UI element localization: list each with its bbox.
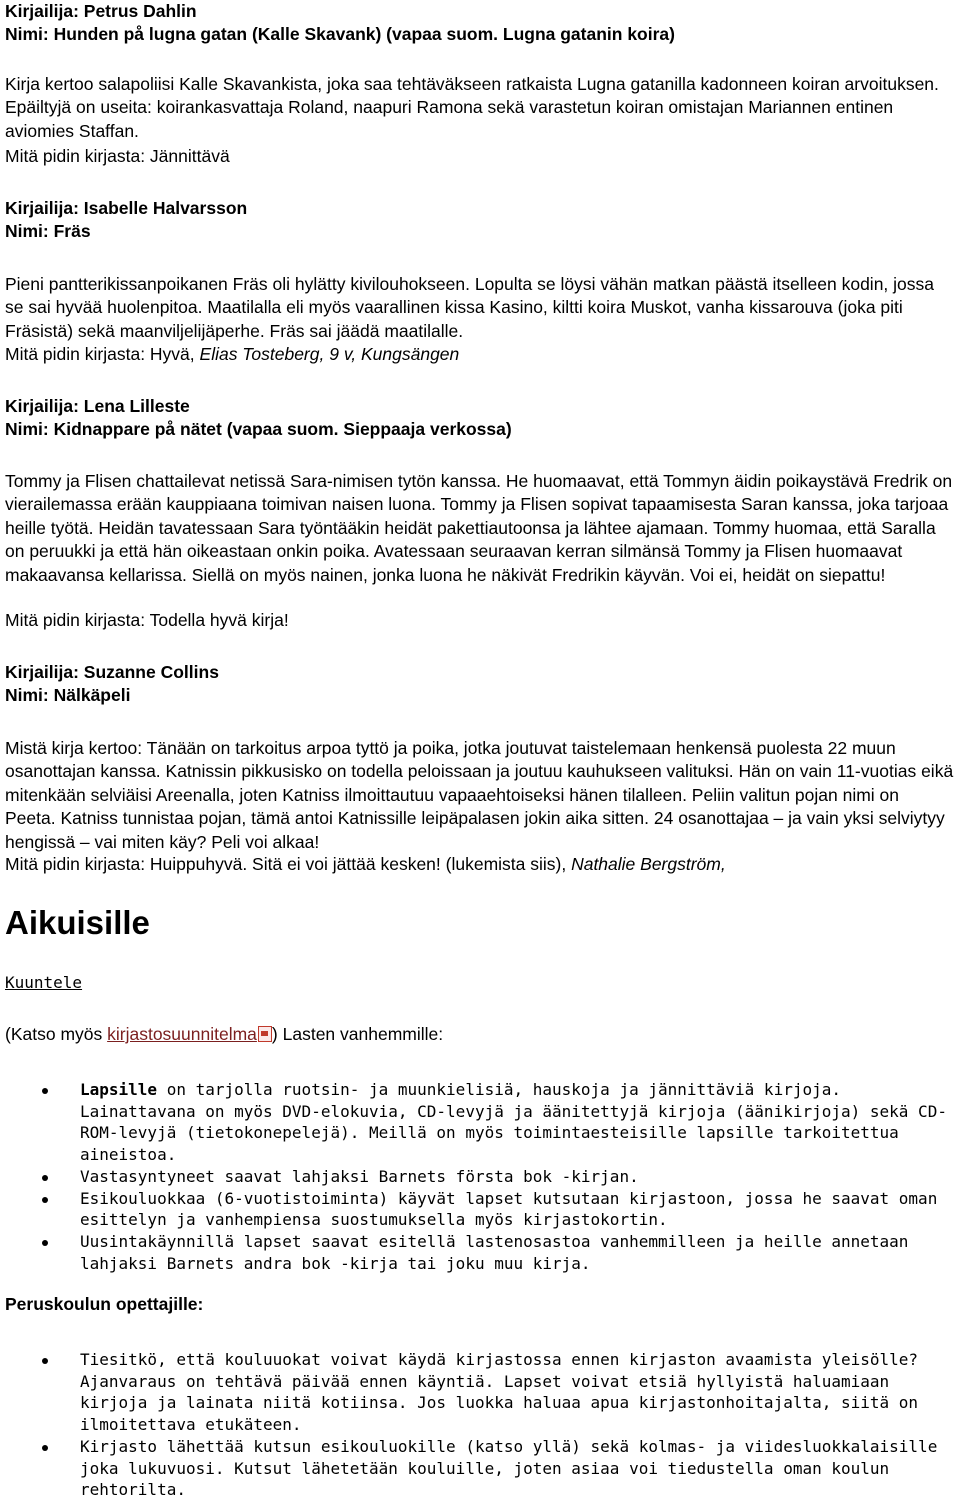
book2-author: Kirjailija: Isabelle Halvarsson <box>5 198 248 218</box>
book4-description: Mistä kirja kertoo: Tänään on tarkoitus arpoa tyttö ja poika, jotka joutuvat taistelemaan henkensä puolesta 22 muun osanottajan kanssa. Katnissin pikkusisko on todella peloissaan ja joutuu kauhukseen valituksi. Hän on vain 11-vuotias eikä mitenkään selviäisi Areenalla, joten Katniss ilmoittautuu vapaaehtoiseksi hänen tilalleen. Peliin valitun pojan nimi on Peeta. Katniss tunnistaa pojan, tämä antoi Katnissille leipäpalasen jokin aika sitten. 24 osanottajaa – ja vain yksi selviytyy hengissä – vai miten käy? Peli voi alkaa! <box>5 738 954 852</box>
list-item <box>0 1188 948 1231</box>
book4-reviewer: Nathalie Bergström, <box>571 854 726 874</box>
book2-description: Pieni pantterikissanpoikanen Fräs oli hylätty kivilouhokseen. Lopulta se löysi vähän matkan päästä itselleen kodin, jossa se sai hyvää huolenpitoa. Maatilalla eli myös vaarallinen kissa Kasino, kiltti koira Muskot, vanha kissarouva (joka piti Fräsistä) sekä maanviljelijäperhe. Fräs sai jäädä maatilalle. <box>5 274 935 341</box>
book4-opinion-text: Mitä pidin kirjasta: Huippuhyvä. Sitä ei voi jättää kesken! (lukemista siis), <box>5 854 572 874</box>
book3-title: Nimi: Kidnappare på nätet (vapaa suom. Sieppaaja verkossa) <box>5 419 512 440</box>
list-item <box>0 1079 948 1166</box>
see-prefix: (Katso myös <box>5 1024 108 1044</box>
book1-author: Kirjailija: Petrus Dahlin <box>5 1 197 21</box>
list-item-lead: Lapsille <box>80 1080 158 1099</box>
list-item-text: Tiesitkö, että kouluuokat voivat käydä kirjastossa ennen kirjaston avaamista yleisölle? Ajanvaraus on tehtävä päivää ennen käyntiä. Lapset voivat etsiä hyllyistä haluamiaan kirjoja ja lainata niitä kotiinsa. Jos luokka haluaa apua kirjastonhoitajalta, siitä on ilmoitettava etukäteen. <box>80 1350 919 1435</box>
book4-title: Nimi: Nälkäpeli <box>5 685 131 706</box>
list-item-text: Vastasyntyneet saavat lahjaksi Barnets första bok -kirjan. <box>80 1166 639 1186</box>
book1-title: Nimi: Hunden på lugna gatan (Kalle Skavank) (vapaa suom. Lugna gatanin koira) <box>5 24 675 45</box>
list-item-text: on tarjolla ruotsin- ja muunkielisiä, hauskoja ja jännittäviä kirjoja. Lainattavana on myös DVD-elokuvia, CD-levyjä ja äänitettyjä kirjoja (äänikirjoja) sekä CD-ROM-levyjä (tietokonepelejä). Meillä on myös toimintaesteisille lapsille tarkoitettua aineistoa. <box>80 1080 947 1165</box>
book1-opinion: Mitä pidin kirjasta: Jännittävä <box>5 146 230 166</box>
book4-author: Kirjailija: Suzanne Collins <box>5 662 219 682</box>
adults-heading: Aikuisille <box>5 904 150 941</box>
list-item <box>0 1436 948 1501</box>
teachers-list <box>0 1349 948 1501</box>
book3-opinion: Mitä pidin kirjasta: Todella hyvä kirja! <box>5 610 289 630</box>
bullet-icon <box>42 1197 48 1203</box>
parents-list <box>0 1079 948 1274</box>
list-item <box>0 1231 948 1274</box>
book2-title: Nimi: Fräs <box>5 221 91 242</box>
book2-opinion <box>5 343 954 366</box>
bullet-icon <box>42 1175 48 1181</box>
list-item-text: Uusintakäynnillä lapset saavat esitellä lastenosastoa vanhemmilleen ja heille annetaan lahjaksi Barnets andra bok -kirja tai joku muu kirja. <box>80 1231 909 1273</box>
book2-opinion-text: Mitä pidin kirjasta: Hyvä, <box>5 344 200 364</box>
list-item-text: Esikouluokkaa (6-vuotistoiminta) käyvät lapset kutsutaan kirjastoon, jossa he saavat oman esittelyn ja vanhempiensa suostumuksella myös kirjastokortin. <box>80 1188 938 1230</box>
listen-link[interactable]: Kuuntele <box>5 973 83 992</box>
book3-description: Tommy ja Flisen chattailevat netissä Sara-nimisen tytön kanssa. He huomaavat, että Tommyn äidin poikaystävä Fredrik on vierailemassa erään kauppiaana toimivan naisen luona. Tommy ja Flisen sopivat tapaamisesta Saran kanssa, joka tarjoaa heille työtä. Heidän tavatessaan Sara työntääkin heidät pakettiautoonsa ja lähtee ajamaan. Tommy huomaa, että Saralla on peruukki ja että hän oikeastaan onkin poika. Avatessaan seuraavan kerran silmänsä Tommy ja Flisen huomaavat makaavansa kellarissa. Siellä on myös nainen, jonka luona he näkivät Fredrikin käyvän. Voi ei, heidät on siepattu! <box>5 471 953 585</box>
teachers-heading: Peruskoulun opettajille: <box>5 1294 204 1314</box>
bullet-icon <box>42 1240 48 1246</box>
see-suffix: ) Lasten vanhemmille: <box>271 1024 444 1044</box>
list-item-text: Kirjasto lähettää kutsun esikouluokille (katso yllä) sekä kolmas- ja viidesluokkalaisille joka lukuvuosi. Kutsut lähetetään kouluille, joten asiaa voi tiedustella oman koulun rehtorilta. <box>80 1436 938 1500</box>
bullet-icon <box>42 1088 48 1094</box>
book2-reviewer: Elias Tosteberg, 9 v, Kungsängen <box>199 344 460 364</box>
book1-description: Kirja kertoo salapoliisi Kalle Skavankista, joka saa tehtäväkseen ratkaista Lugna gatanilla kadonneen koiran arvoituksen. Epäiltyjä on useita: koirankasvattaja Roland, naapuri Ramona sekä varastetun koiran omistajan Mariannen entinen aviomies Staffan. <box>5 74 939 141</box>
library-plan-link[interactable]: kirjastosuunnitelma <box>107 1024 257 1044</box>
see-also-line <box>5 1023 954 1046</box>
bullet-icon <box>42 1358 48 1364</box>
list-item <box>0 1166 948 1188</box>
book4-opinion <box>5 853 954 876</box>
book3-author: Kirjailija: Lena Lilleste <box>5 396 190 416</box>
bullet-icon <box>42 1445 48 1451</box>
list-item <box>0 1349 948 1436</box>
pdf-icon <box>258 1026 272 1042</box>
